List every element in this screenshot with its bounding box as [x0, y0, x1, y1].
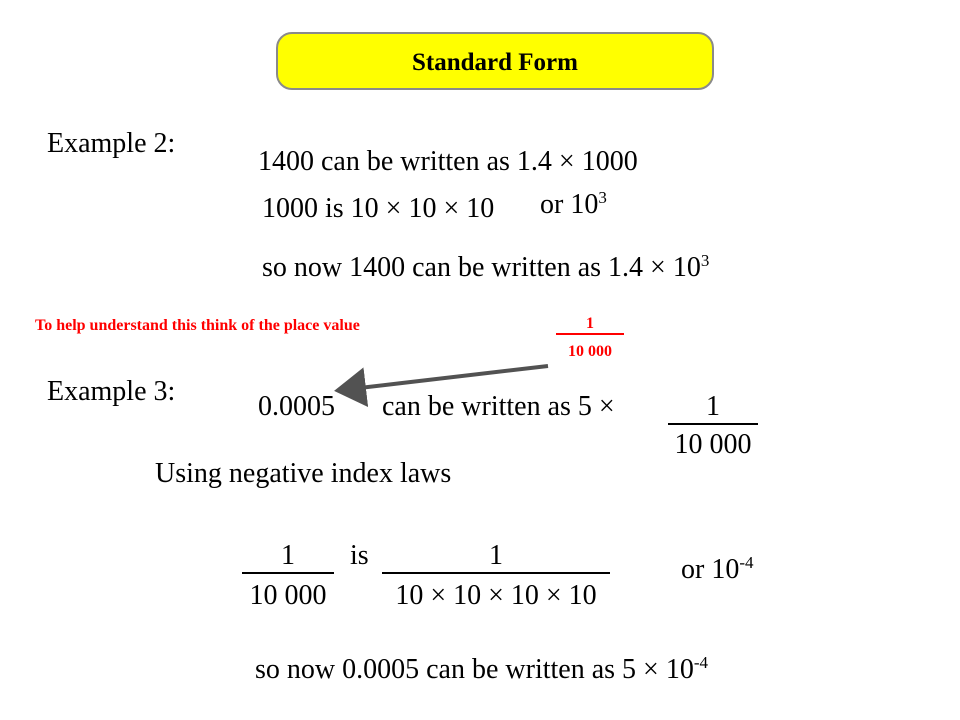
note-fraction-denominator: 10 000 — [568, 343, 612, 360]
fraction3-numerator: 1 — [382, 542, 610, 574]
fraction2-denominator: 10 000 — [249, 580, 327, 611]
example2-power-base: or 10 — [540, 189, 599, 220]
page-title: Standard Form — [412, 49, 578, 76]
example3-fraction-denominator: 10 000 — [674, 429, 752, 460]
example3-final-line — [255, 653, 708, 685]
is-text: is — [350, 540, 369, 571]
example2-label: Example 2: — [47, 128, 176, 159]
example3-final-exp: -4 — [693, 653, 708, 672]
example2-power-exp: 3 — [598, 188, 607, 207]
example2-line1: 1400 can be written as 1.4 × 1000 — [258, 146, 638, 177]
example2-line2-text: 1000 is 10 × 10 × 10 — [262, 193, 495, 224]
fraction3-denominator: 10 × 10 × 10 × 10 — [395, 580, 597, 611]
example3-text: can be written as 5 × — [382, 391, 615, 422]
or-power-negative — [681, 553, 754, 585]
example3-label: Example 3: — [47, 376, 176, 407]
example2-line3-text: so now 1400 can be written as 1.4 × 10 — [262, 252, 701, 283]
fraction-expanded — [382, 542, 610, 610]
fraction-one-over-ten-thousand — [242, 542, 334, 610]
place-value-note: To help understand this think of the place value — [35, 317, 360, 334]
fraction2-numerator: 1 — [242, 542, 334, 574]
example3-number: 0.0005 — [258, 391, 335, 422]
note-fraction-numerator: 1 — [556, 316, 624, 335]
example3-fraction — [668, 393, 758, 459]
example2-line3-exp: 3 — [700, 251, 710, 270]
example3-fraction-numerator: 1 — [668, 393, 758, 425]
or-power-exp: -4 — [739, 553, 754, 572]
index-laws-text: Using negative index laws — [155, 458, 452, 489]
or-power-base: or 10 — [681, 554, 740, 585]
example3-final-text: so now 0.0005 can be written as 5 × 10 — [255, 654, 694, 685]
